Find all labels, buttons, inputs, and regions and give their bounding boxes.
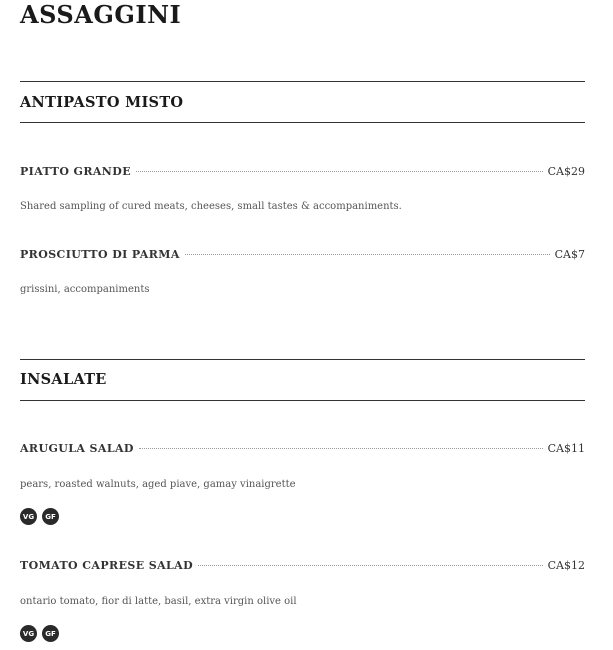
menu-item-row[interactable] bbox=[20, 559, 585, 575]
section-divider-bottom bbox=[20, 122, 585, 123]
dotted-leader bbox=[136, 171, 543, 172]
menu-item-description: pears, roasted walnuts, aged piave, gamay vinaigrette bbox=[20, 479, 296, 490]
menu-item-name: TOMATO CAPRESE SALAD bbox=[20, 559, 194, 572]
menu-item-name: PROSCIUTTO DI PARMA bbox=[20, 248, 180, 261]
menu-item-price: CA$12 bbox=[547, 559, 585, 572]
menu-item-row[interactable] bbox=[20, 442, 585, 458]
dietary-badges bbox=[20, 625, 59, 642]
dietary-badges bbox=[20, 508, 59, 525]
dotted-leader bbox=[198, 565, 543, 566]
menu-item-row[interactable] bbox=[20, 165, 585, 181]
vegetarian-icon[interactable]: VG bbox=[20, 625, 37, 642]
gluten-free-icon[interactable]: GF bbox=[42, 625, 59, 642]
page-title: ASSAGGINI bbox=[20, 0, 182, 29]
section-divider-top bbox=[20, 359, 585, 360]
menu-item-price: CA$11 bbox=[547, 442, 585, 455]
gluten-free-icon[interactable]: GF bbox=[42, 508, 59, 525]
dotted-leader bbox=[139, 448, 543, 449]
section-divider-bottom bbox=[20, 400, 585, 401]
menu-item-description: ontario tomato, fior di latte, basil, extra virgin olive oil bbox=[20, 596, 297, 607]
section-title: ANTIPASTO MISTO bbox=[20, 94, 184, 111]
dotted-leader bbox=[185, 254, 550, 255]
menu-item-row[interactable] bbox=[20, 248, 585, 264]
menu-item-name: PIATTO GRANDE bbox=[20, 165, 131, 178]
section-divider-top bbox=[20, 81, 585, 82]
menu-item-name: ARUGULA SALAD bbox=[20, 442, 134, 455]
section-title: INSALATE bbox=[20, 371, 107, 388]
menu-item-description: Shared sampling of cured meats, cheeses, small tastes & accompaniments. bbox=[20, 201, 402, 212]
menu-item-description: grissini, accompaniments bbox=[20, 284, 150, 295]
vegetarian-icon[interactable]: VG bbox=[20, 508, 37, 525]
menu-item-price: CA$7 bbox=[554, 248, 585, 261]
menu-item-price: CA$29 bbox=[547, 165, 585, 178]
